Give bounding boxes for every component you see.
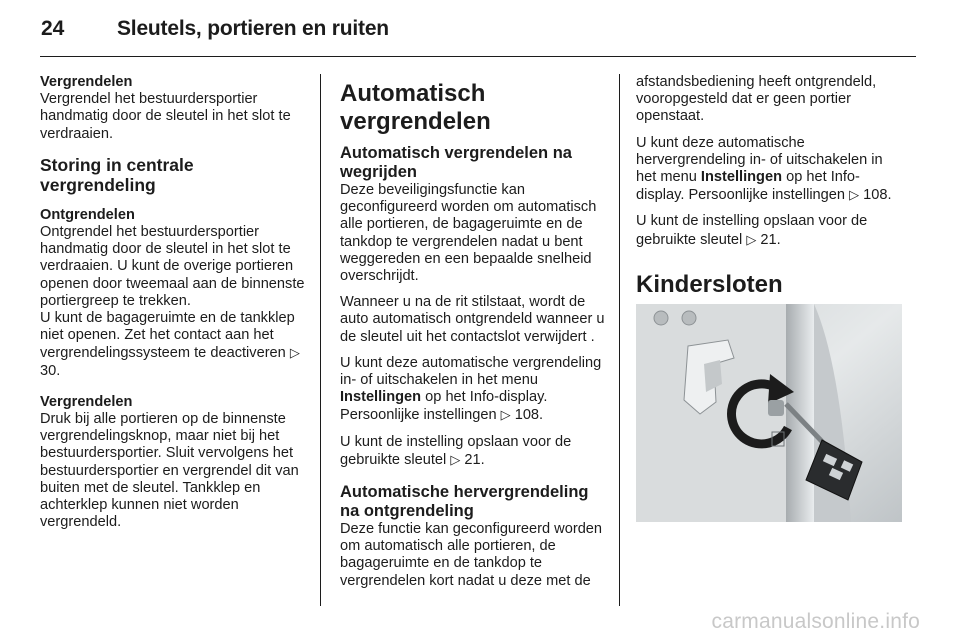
page-ref-icon: ▷ [289,345,300,361]
page-ref-icon: ▷ [500,407,511,423]
subsection-heading: Automatisch vergrendelen na wegrijden [340,144,572,181]
paragraph: U kunt de bagageruimte en de tankklep niet openen. Zet het contact aan het vergrendelingssysteem te deactiveren ▷ 30. [40,310,300,379]
chapter-title: Sleutels, portieren en ruiten [117,17,389,40]
menu-name-bold: Instellingen [340,389,422,406]
page-ref[interactable]: 21. [464,451,485,468]
page-number: 24 [41,17,65,40]
page-ref-icon: ▷ [746,231,757,247]
paragraph: afstandsbediening heeft ontgrendeld, vooropgesteld dat er geen portier openstaat. [636,74,877,125]
section-heading-storing: Storing in centrale vergrendeling [40,154,194,195]
menu-name-bold: Instellingen [700,169,783,186]
page-ref[interactable]: 21. [760,231,781,248]
child-lock-illustration [636,304,902,522]
page-header [41,13,921,53]
column-divider [320,74,321,606]
paragraph: Deze beveiligingsfunctie kan geconfigureerd worden om automatisch alle portieren, de bagageruimte en de tankdop te vergrendelen nadat u bent weggereden en een bepaalde snelheid overschrijdt. [340,182,597,285]
page-ref[interactable]: 108. [863,187,892,204]
subheading-vergrendelen: Vergrendelen [40,74,133,90]
column-middle [340,80,606,590]
paragraph: U kunt deze automatische vergrendeling in- of uitschakelen in het menu Instellingen op het Info-display. Persoonlijke instellingen ▷ 108. [340,354,602,424]
watermark: carmanualsonline.info [711,610,920,633]
paragraph: Wanneer u na de rit stilstaat, wordt de auto automatisch ontgrendeld wanneer u de sleutel uit het contactslot verwijdert . [340,294,605,345]
section-heading-automatisch: Automatisch vergrendelen [340,80,491,135]
paragraph: U kunt de instelling opslaan voor de gebruikte sleutel ▷ 21. [340,433,572,468]
section-heading-kindersloten: Kindersloten [636,270,783,298]
page-ref-icon: ▷ [450,451,461,467]
subheading-ontgrendelen: Ontgrendelen [40,206,135,223]
paragraph: Ontgrendel het bestuurdersportier handmatig door de sleutel in het slot te verdraaien. U kunt de overige portieren openen door tweemaal aan de binnenste portiergreep te trekken. [40,224,305,309]
page-ref[interactable]: 108. [514,407,544,424]
page-ref[interactable]: 30. [40,362,61,379]
column-divider [619,74,620,606]
paragraph: Druk bij alle portieren op de binnenste vergrendelingsknop, maar niet bij het bestuurdersportier. Sluit vervolgens het bestuurdersportier en vergrendel dit van buiten met de sleutel. Tankklep en achterklep kunnen niet worden vergrendeld. [40,411,299,531]
column-right [636,74,904,317]
subheading-vergrendelen: Vergrendelen [40,393,133,410]
column-left [40,74,310,531]
header-rule [40,56,916,57]
page-ref-icon: ▷ [849,187,860,203]
paragraph: U kunt de instelling opslaan voor de gebruikte sleutel ▷ 21. [636,213,868,248]
paragraph: Deze functie kan geconfigureerd worden om automatisch alle portieren, de bagageruimte en de tankdop te vergrendelen kort nadat u deze met de [340,521,603,589]
paragraph: Vergrendel het bestuurdersportier handmatig door de sleutel in het slot te verdraaien. [40,91,291,142]
subsection-heading: Automatische hervergrendeling na ontgrendeling [340,483,589,521]
paragraph: U kunt deze automatische hervergrendeling in- of uitschakelen in het menu Instellingen op het Info-display. Persoonlijke instellingen ▷ 108. [636,134,892,204]
